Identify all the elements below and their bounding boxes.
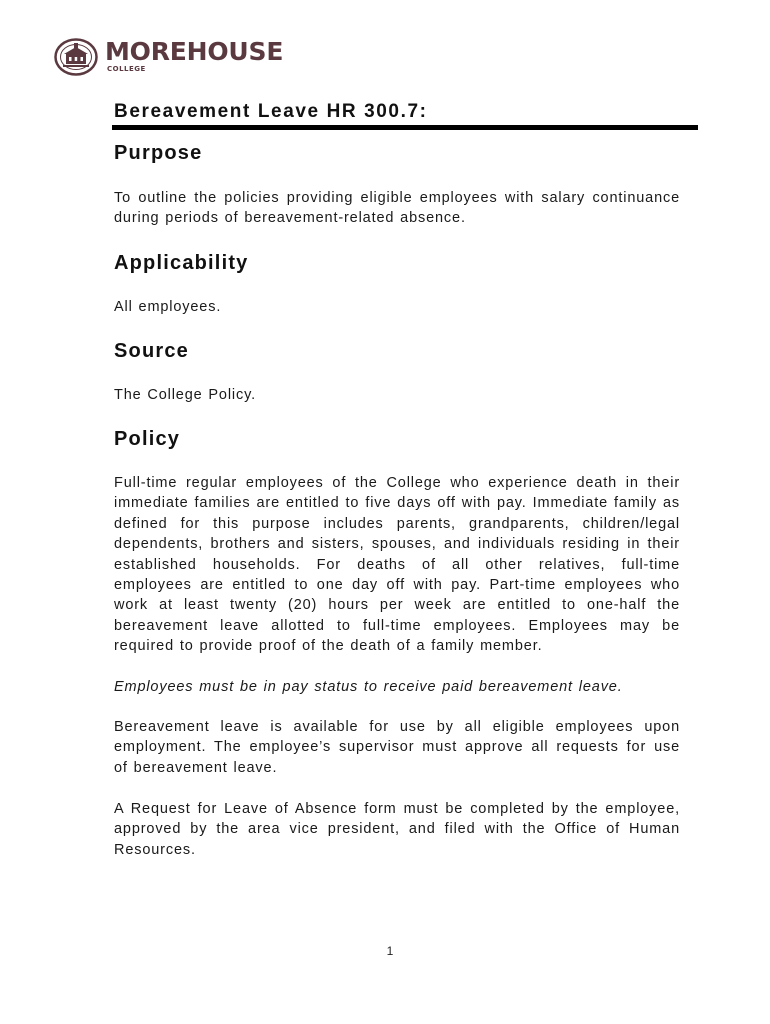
applicability-heading: Applicability [114, 252, 249, 274]
source-text: The College Policy. [114, 387, 256, 403]
logo-subtext: COLLEGE [107, 65, 146, 73]
college-seal-icon [54, 38, 98, 76]
policy-paragraph-2: Employees must be in pay status to receive paid bereavement leave. [114, 679, 623, 695]
policy-paragraph-1: Full-time regular employees of the College who experience death in their immediate families are entitled to five days off with pay. Immediate family as defined for this purpose includes parents, grandparents, children/legal dependents, brothers and sisters, spouses, and individuals residing in their established households. For deaths of all other relatives, full-time employees are entitled to one day off with pay. Part-time employees who work at least twenty (20) hours per week are entitled to one-half the bereavement leave allotted to full-time employees. Employees may be required to provide proof of the death of a family member. [114, 475, 680, 655]
document-title: Bereavement Leave HR 300.7: [114, 101, 428, 122]
college-logo [54, 37, 284, 78]
source-heading: Source [114, 340, 190, 362]
logo-wordmark: MOREHOUSE [105, 37, 284, 66]
purpose-text: To outline the policies providing eligible employees with salary continuance during periods of bereavement-related absence. [114, 190, 680, 227]
policy-paragraph-4: A Request for Leave of Absence form must be completed by the employee, approved by the area vice president, and filed with the Office of Human Resources. [114, 801, 680, 858]
policy-heading: Policy [114, 428, 181, 450]
title-divider [112, 125, 698, 130]
applicability-text: All employees. [114, 299, 222, 315]
policy-paragraph-3: Bereavement leave is available for use by all eligible employees upon employment. The employee’s supervisor must approve all requests for use of bereavement leave. [114, 719, 680, 776]
page-number: 1 [386, 944, 394, 958]
purpose-heading: Purpose [114, 142, 203, 164]
